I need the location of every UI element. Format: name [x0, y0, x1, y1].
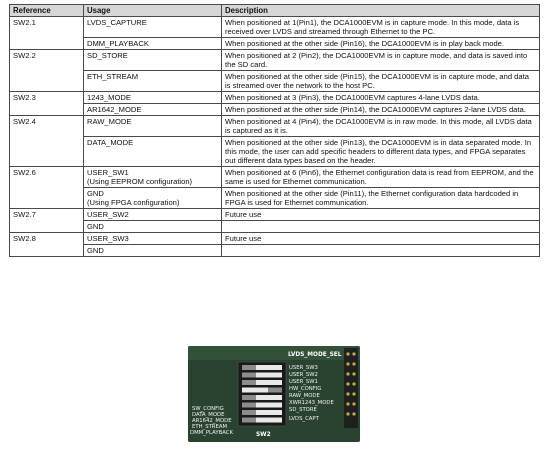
description-cell: When positioned at 6 (Pin6), the Ethernet configuration data is read from EEPROM, and the same is used for Ethernet communication. — [222, 167, 540, 188]
photo-label-1243-mode: XWR1243_MODE — [289, 400, 334, 406]
reference-cell: SW2.2 — [10, 50, 84, 92]
header-pins — [344, 348, 358, 428]
header-reference: Reference — [10, 5, 84, 17]
usage-cell: ETH_STREAM — [84, 71, 222, 92]
table-row — [10, 92, 540, 104]
usage-cell: DMM_PLAYBACK — [84, 38, 222, 50]
photo-label-sd-store: SD_STORE — [289, 407, 317, 413]
table-row — [10, 209, 540, 221]
photo-label-lvds-capt: LVDS_CAPT — [289, 416, 319, 422]
usage-cell: SD_STORE — [84, 50, 222, 71]
photo-label-hw-config: HW_CONFIG — [289, 386, 322, 392]
description-cell: When positioned at 1(Pin1), the DCA1000EVM is in capture mode. In this mode, data is received over LVDS and streamed through Ethernet to the PC. — [222, 17, 540, 38]
usage-cell: USER_SW3 — [84, 233, 222, 245]
dip-switch-illustration — [188, 346, 360, 442]
reference-cell: SW2.8 — [10, 233, 84, 257]
photo-label-dmm-playback: DMM_PLAYBACK — [190, 430, 233, 436]
description-cell: Future use — [222, 209, 540, 221]
reference-cell: SW2.1 — [10, 17, 84, 50]
header-usage: Usage — [84, 5, 222, 17]
header-description: Description — [222, 5, 540, 17]
usage-cell: GND — [84, 245, 222, 257]
table-header-row — [10, 5, 540, 17]
usage-cell: DATA_MODE — [84, 137, 222, 167]
dip-switch-body — [238, 362, 286, 426]
usage-cell: 1243_MODE — [84, 92, 222, 104]
description-cell: Future use — [222, 233, 540, 245]
description-cell: When positioned at 3 (Pin3), the DCA1000EVM captures 4-lane LVDS data. — [222, 92, 540, 104]
description-cell: When positioned at the other side (Pin13), the DCA1000EVM is in data separated mode. In this mode, the user can add specific headers to different data types, and FPGA separates out different data types based on the header. — [222, 137, 540, 167]
usage-cell — [84, 167, 222, 188]
usage-cell: USER_SW2 — [84, 209, 222, 221]
usage-name: GND — [87, 189, 104, 198]
description-cell: When positioned at the other side (Pin14), the DCA1000EVM captures 2-lane LVDS data. — [222, 104, 540, 116]
table-row — [10, 245, 540, 257]
reference-cell: SW2.3 — [10, 92, 84, 116]
usage-name: USER_SW1 — [87, 168, 129, 177]
photo-label-data-mode: DATA_MODE — [192, 412, 225, 418]
photo-label-user-sw2: USER_SW2 — [289, 372, 318, 378]
reference-cell: SW2.7 — [10, 209, 84, 233]
description-cell — [222, 221, 540, 233]
description-cell: When positioned at 4 (Pin4), the DCA1000EVM is in raw mode. In this mode, all LVDS data is captured as it is. — [222, 116, 540, 137]
description-cell: When positioned at the other side (Pin16), the DCA1000EVM is in play back mode. — [222, 38, 540, 50]
switch-reference-table — [9, 4, 540, 257]
photo-label-user-sw1: USER_SW1 — [289, 379, 318, 385]
table-row — [10, 167, 540, 188]
photo-label-raw-mode: RAW_MODE — [289, 393, 320, 399]
description-cell: When positioned at the other side (Pin15), the DCA1000EVM is in capture mode, and data is streamed over the network to the host PC. — [222, 71, 540, 92]
usage-cell: AR1642_MODE — [84, 104, 222, 116]
usage-cell: GND — [84, 221, 222, 233]
description-cell — [222, 245, 540, 257]
table-row — [10, 116, 540, 137]
usage-cell: LVDS_CAPTURE — [84, 17, 222, 38]
table-row — [10, 38, 540, 50]
usage-note: (Using EEPROM configuration) — [87, 177, 193, 186]
dip-switch-photo — [188, 346, 360, 442]
table-row — [10, 104, 540, 116]
reference-cell: SW2.4 — [10, 116, 84, 167]
photo-top-label: LVDS_MODE_SEL — [288, 352, 342, 358]
table-row — [10, 221, 540, 233]
photo-bottom-label: SW2 — [256, 432, 271, 438]
photo-label-user-sw3: USER_SW3 — [289, 365, 318, 371]
usage-cell: RAW_MODE — [84, 116, 222, 137]
usage-note: (Using FPGA configuration) — [87, 198, 180, 207]
photo-label-sw-config: SW_CONFIG — [192, 406, 224, 412]
description-cell: When positioned at the other side (Pin11), the Ethernet configuration data hardcoded in FPGA is used for Ethernet communication. — [222, 188, 540, 209]
photo-label-eth-stream: ETH_STREAM — [192, 424, 228, 430]
table-row — [10, 233, 540, 245]
usage-cell — [84, 188, 222, 209]
table-row — [10, 137, 540, 167]
reference-cell: SW2.6 — [10, 167, 84, 209]
table-row — [10, 71, 540, 92]
table-row — [10, 17, 540, 38]
description-cell: When positioned at 2 (Pin2), the DCA1000EVM is in capture mode, and data is saved into the SD card. — [222, 50, 540, 71]
photo-label-ar1642-mode: AR1642_MODE — [192, 418, 232, 424]
table-row — [10, 188, 540, 209]
table-row — [10, 50, 540, 71]
